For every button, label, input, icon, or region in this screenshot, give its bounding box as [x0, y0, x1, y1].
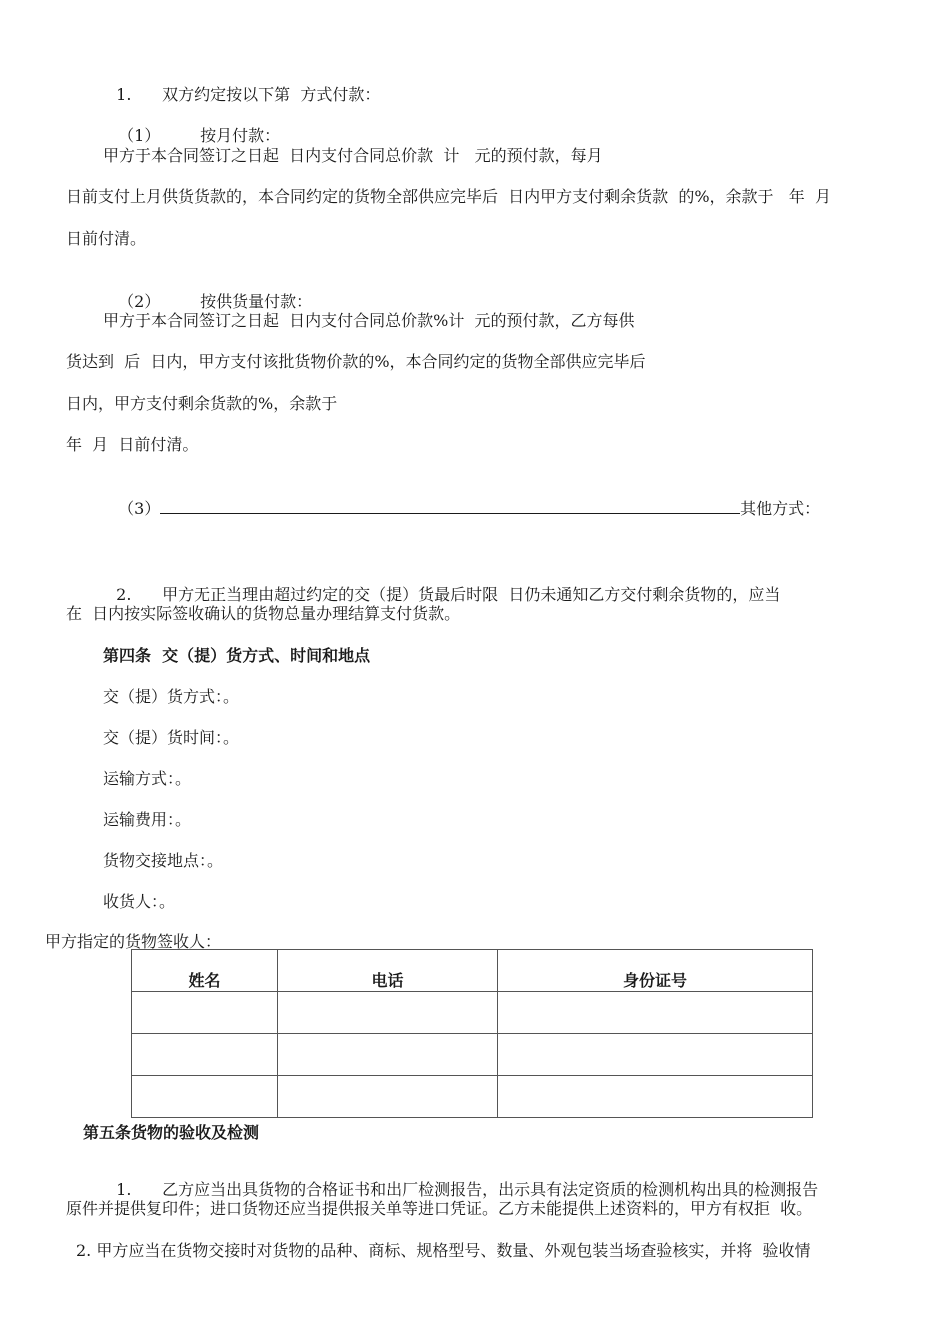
clause-1-number: 1.	[116, 85, 132, 104]
table-row	[132, 1034, 813, 1076]
delivery-time-item: 交（提）货时间：。	[103, 728, 240, 747]
name-cell[interactable]	[132, 992, 278, 1034]
article-5-title: 第五条货物的验收及检测	[83, 1123, 260, 1142]
column-header-name: 姓名	[132, 950, 278, 992]
transport-cost-item: 运输费用：。	[103, 810, 192, 829]
handover-location-item: 货物交接地点：。	[103, 851, 224, 870]
signer-label: 甲方指定的货物签收人：	[45, 932, 222, 951]
consignee-item: 收货人：。	[103, 892, 176, 911]
option-1-heading	[108, 103, 280, 147]
option-2-line: 货达到 后 日内，甲方支付该批货物价款的%，本合同约定的货物全部供应完毕后	[66, 352, 646, 371]
clause-2-text: 甲方无正当理由超过约定的交（提）货最后时限 日仍未通知乙方交付剩余货物的，应当	[162, 585, 781, 604]
option-1-line: 日前付清。	[66, 229, 147, 248]
id-number-cell[interactable]	[498, 1076, 813, 1118]
phone-cell[interactable]	[278, 1076, 498, 1118]
article-4-title: 第四条 交（提）货方式、时间和地点	[103, 646, 371, 665]
option-3-heading	[108, 476, 820, 520]
option-2-number: （2）	[118, 292, 161, 311]
phone-cell[interactable]	[278, 1034, 498, 1076]
article-5-clause-2: 2. 甲方应当在货物交接时对货物的品种、商标、规格型号、数量、外观包装当场查验核实，并将 验收情	[76, 1241, 811, 1260]
clause-1	[106, 62, 380, 106]
option-2-label: 按供货量付款：	[200, 292, 313, 311]
column-header-phone: 电话	[278, 950, 498, 992]
option-2-line: 甲方于本合同签订之日起 日内支付合同总价款%计 元的预付款，乙方每供	[103, 311, 635, 330]
id-number-cell[interactable]	[498, 992, 813, 1034]
clause-2-continued: 在 日内按实际签收确认的货物总量办理结算支付货款。	[66, 604, 461, 623]
option-1-line: 日前支付上月供货货款的，本合同约定的货物全部供应完毕后 日内甲方支付剩余货款 的%，余款于 年 月	[66, 187, 831, 206]
clause-2	[106, 562, 780, 606]
delivery-method-item: 交（提）货方式：。	[103, 687, 240, 706]
article-5-clause-1-continued: 原件并提供复印件；进口货物还应当提供报关单等进口凭证。乙方未能提供上述资料的，甲方有权拒 收。	[66, 1199, 813, 1218]
table-row	[132, 1076, 813, 1118]
clause-1-text: 双方约定按以下第 方式付款：	[162, 85, 381, 104]
option-1-line: 甲方于本合同签订之日起 日内支付合同总价款 计 元的预付款，每月	[103, 146, 603, 165]
option-2-line: 日内，甲方支付剩余货款的%，余款于	[66, 394, 338, 413]
article-5-clause-1-number: 1.	[116, 1180, 132, 1199]
article-5-clause-1-text: 乙方应当出具货物的合格证书和出厂检测报告，出示具有法定资质的检测机构出具的检测报告	[162, 1180, 819, 1199]
option-2-line: 年 月 日前付清。	[66, 435, 199, 454]
name-cell[interactable]	[132, 1034, 278, 1076]
column-header-id-number: 身份证号	[498, 950, 813, 992]
option-3-number: （3）	[118, 499, 161, 518]
option-3-blank-line	[160, 499, 740, 514]
table-header-row	[132, 950, 813, 992]
option-2-heading	[108, 269, 312, 313]
table-row	[132, 992, 813, 1034]
option-1-label: 按月付款：	[200, 126, 281, 145]
name-cell[interactable]	[132, 1076, 278, 1118]
signer-table	[131, 949, 813, 1118]
option-3-label: 其他方式：	[740, 499, 821, 518]
id-number-cell[interactable]	[498, 1034, 813, 1076]
article-5-clause-1	[106, 1157, 818, 1201]
transport-method-item: 运输方式：。	[103, 769, 192, 788]
phone-cell[interactable]	[278, 992, 498, 1034]
clause-2-number: 2.	[116, 585, 132, 604]
option-1-number: （1）	[118, 126, 161, 145]
